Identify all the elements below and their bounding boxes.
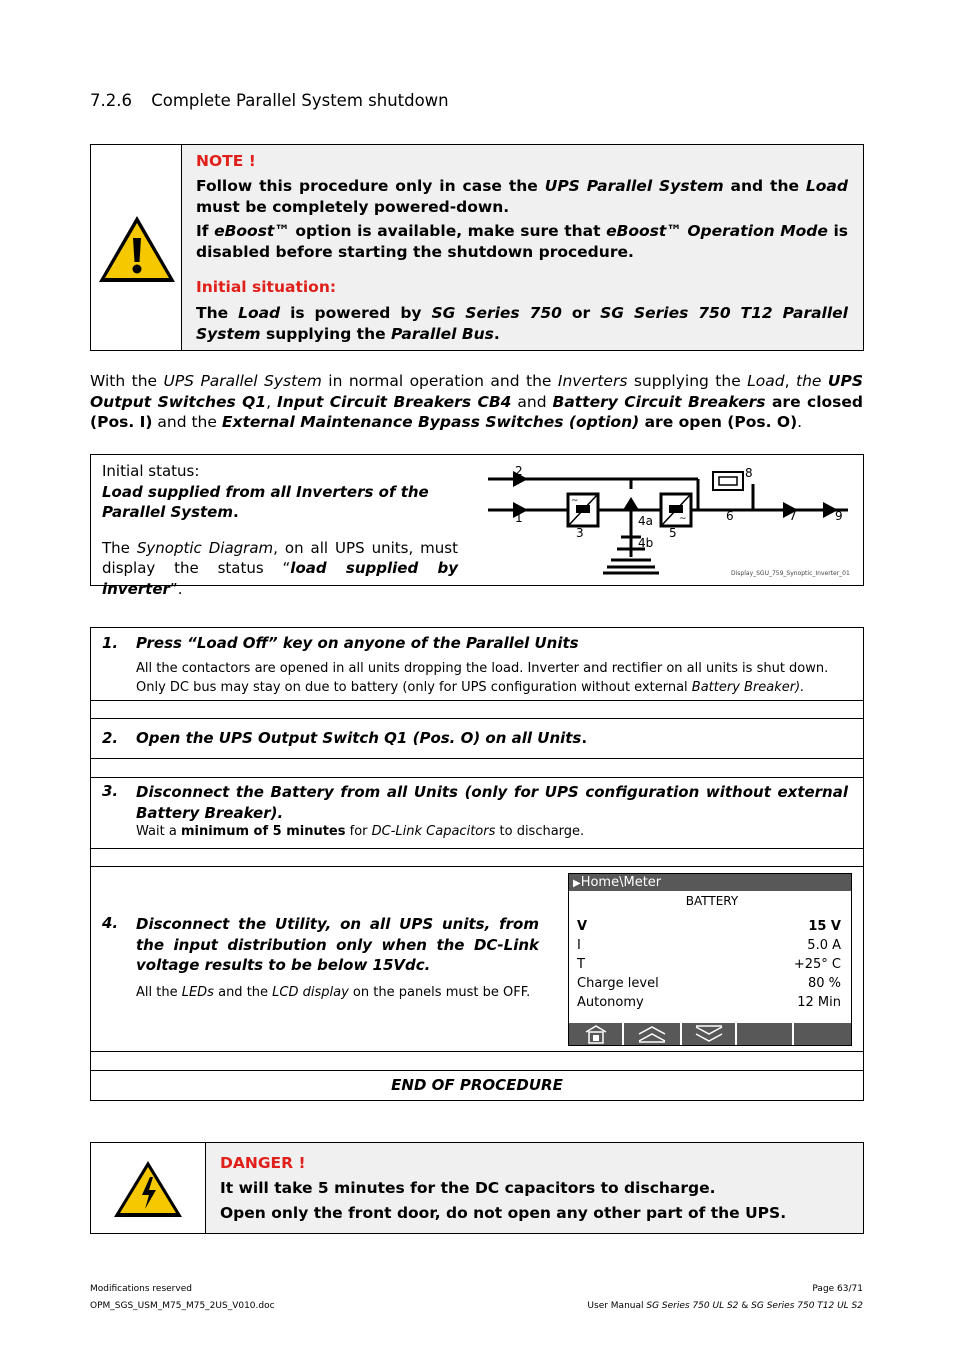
end-row [90,1070,864,1101]
diagram-label-6: 6 [726,509,734,523]
step-2-number: 2. [102,729,119,747]
diagram-label-1: 1 [515,511,523,525]
spacer-row-4 [90,1051,864,1071]
footer-right-1: Page 63/71 [812,1284,863,1294]
step-4-row [90,866,864,1052]
step-3-number: 3. [102,782,119,800]
lcd-header-path: Home\Meter [580,875,662,890]
step-4-number: 4. [102,914,119,932]
section-number: 7.2.6 [90,91,132,110]
status-text [102,461,458,599]
lcd-softkey-bar [569,1023,851,1045]
danger-label: DANGER ! [220,1154,306,1172]
step-2-title: Open the UPS Output Switch Q1 (Pos. O) on all Units. [136,729,588,747]
lcd-down-key[interactable] [682,1023,737,1045]
diagram-caption: Display_SGU_759_Synoptic_Inverter_01 [731,570,850,577]
step-3-description: Wait a minimum of 5 minutes for DC-Link Capacitors to discharge. [136,824,585,839]
lcd-row-temperature: T +25° C [577,957,841,972]
step-3-title: Disconnect the Battery from all Units (only for UPS configuration without external Battery Breaker). [136,783,848,822]
step-1-description: All the contactors are opened in all units dropping the load. Inverter and rectifier on all units is shut down. Only DC bus may stay on due to battery (only for UPS configuration without external Battery Breaker). [136,661,829,695]
lcd-blank-key-1[interactable] [737,1023,794,1045]
note-paragraph-3: The Load is powered by SG Series 750 or SG Series 750 T12 Parallel System supplying the Parallel Bus. [196,304,848,343]
step-3-row [90,777,864,849]
lcd-row-voltage: V 15 V [577,919,841,934]
section-heading [90,91,449,110]
scroll-down-icon [694,1024,724,1044]
step-4-title: Disconnect the Utility, on all UPS units, from the input distribution only when the DC-Link voltage results to be below 15Vdc. [136,915,539,974]
warning-icon [96,213,178,285]
lcd-up-key[interactable] [624,1023,682,1045]
lcd-title: BATTERY [685,894,739,908]
lcd-home-key[interactable] [569,1023,624,1045]
note-box [90,144,864,351]
home-icon [584,1024,608,1044]
step-1-row [90,627,864,701]
diagram-label-8: 8 [745,466,753,480]
diagram-label-5: 5 [669,526,677,540]
spacer-row-3 [90,848,864,867]
svg-text:~: ~ [571,496,579,506]
note-icon-cell [91,145,182,350]
synoptic-diagram [483,457,853,582]
section-title: Complete Parallel System shutdown [151,91,449,110]
step-2-row [90,718,864,759]
spacer-row-2 [90,758,864,778]
danger-line-2: Open only the front door, do not open any other part of the UPS. [220,1204,787,1222]
status-label: Initial status: [102,462,200,480]
danger-line-1: It will take 5 minutes for the DC capacitors to discharge. [220,1179,716,1197]
spacer-row-1 [90,700,864,719]
intro-paragraph: With the UPS Parallel System in normal operation and the Inverters supplying the Load, the UPS Output Switches Q1, Input Circuit Breakers CB4 and Battery Circuit Breakers are closed (Pos. I) and the External Maintenance Bypass Switches (option) are open (Pos. O). [90,372,863,431]
danger-icon-cell [91,1143,206,1233]
lcd-row-charge-level: Charge level 80 % [577,976,841,991]
lcd-row-current: I 5.0 A [577,938,841,953]
step-1-number: 1. [102,634,119,652]
lcd-row-autonomy: Autonomy 12 Min [577,995,841,1010]
lcd-header [569,874,851,891]
diagram-label-4b: 4b [638,536,654,550]
high-voltage-icon [112,1159,184,1219]
diagram-label-3: 3 [576,526,584,540]
step-1-title: Press “Load Off” key on anyone of the Parallel Units [136,634,579,652]
danger-box [90,1142,864,1234]
initial-status-box [90,454,864,598]
lcd-blank-key-2[interactable] [794,1023,851,1045]
note-label: NOTE ! [196,152,256,170]
status-emphasis: Load supplied from all Inverters of the Parallel System. [102,482,429,521]
danger-content [220,1151,786,1226]
lcd-arrow-icon: ▶ [573,878,581,889]
footer-left-1: Modifications reserved [90,1284,192,1294]
footer-right-2: User Manual SG Series 750 UL S2 & SG Series 750 T12 UL S2 [587,1301,863,1311]
note-initial-label: Initial situation: [196,278,337,296]
note-paragraph-2: If eBoost™ option is available, make sure that eBoost™ Operation Mode is disabled before starting the shutdown procedure. [196,222,848,261]
note-content [196,151,848,345]
diagram-label-4a: 4a [638,514,653,528]
status-paragraph: The Synoptic Diagram, on all UPS units, must display the status “load supplied by inverter”. [102,538,459,598]
diagram-label-2: 2 [515,464,523,478]
note-paragraph-1: Follow this procedure only in case the UPS Parallel System and the Load must be completely powered-down. [196,177,848,216]
diagram-label-9: 9 [835,509,843,523]
footer-left-2: OPM_SGS_USM_M75_M75_2US_V010.doc [90,1301,275,1311]
scroll-up-icon [637,1024,667,1044]
svg-text:~: ~ [679,514,687,524]
diagram-label-7: 7 [789,509,797,523]
step-4-description: All the LEDs and the LCD display on the panels must be OFF. [136,985,531,1000]
end-of-procedure: END OF PROCEDURE [391,1076,563,1094]
lcd-display [568,873,852,1046]
